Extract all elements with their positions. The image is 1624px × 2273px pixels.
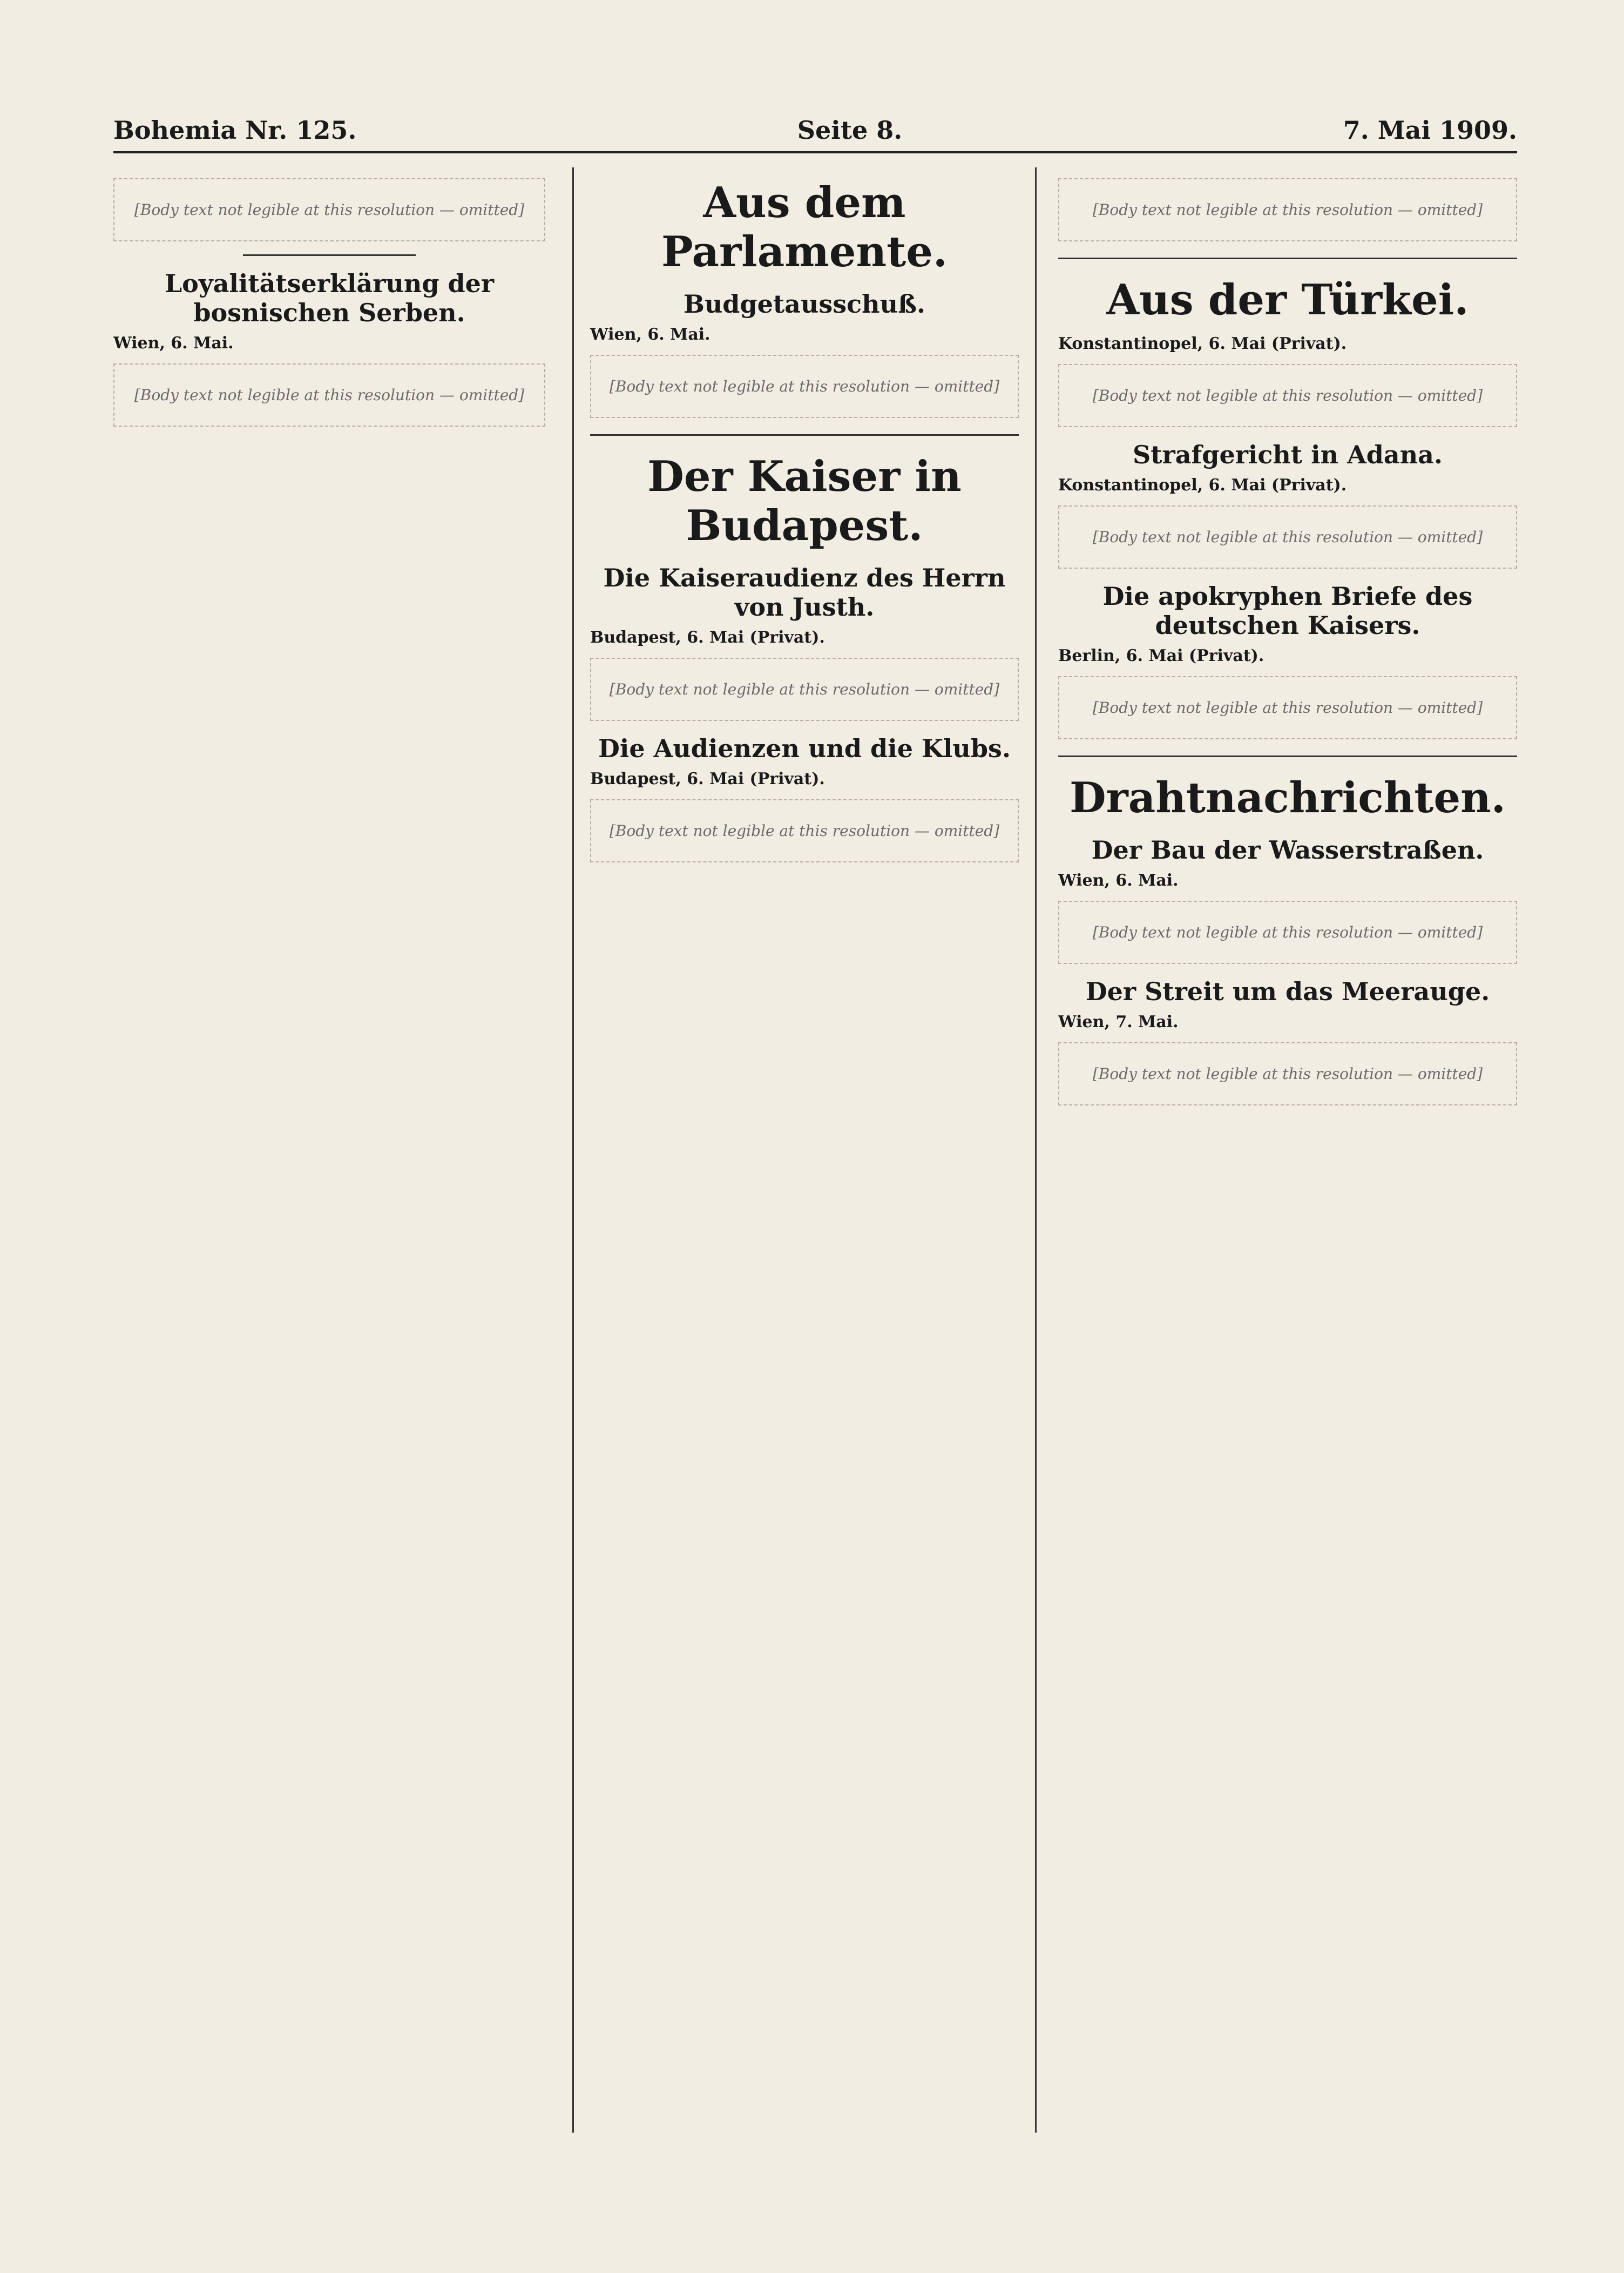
article-headline: Budgetausschuß. bbox=[683, 289, 926, 319]
section-headline: Drahtnachrichten. bbox=[1070, 773, 1506, 822]
article-dateline: Wien, 7. Mai. bbox=[1058, 1013, 1179, 1031]
article-headline: Der Bau der Wasserstraßen. bbox=[1091, 835, 1484, 865]
article-dateline: Konstantinopel, 6. Mai (Privat). bbox=[1058, 334, 1347, 353]
article-body-illegible: [Body text not legible at this resolution — omitted] bbox=[1058, 178, 1517, 241]
masthead-date: 7. Mai 1909. bbox=[1343, 116, 1517, 145]
article-headline: Die Kaiseraudienz des Herrn von Justh. bbox=[603, 563, 1006, 622]
article-dateline: Wien, 6. Mai. bbox=[113, 334, 234, 353]
column-left bbox=[113, 167, 545, 2133]
article-body-illegible: [Body text not legible at this resolution — omitted] bbox=[590, 355, 1019, 418]
masthead-line bbox=[113, 103, 1517, 153]
article-dateline: Wien, 6. Mai. bbox=[590, 325, 710, 344]
article-headline: Die Audienzen und die Klubs. bbox=[598, 734, 1011, 763]
section-headline: Der Kaiser in Budapest. bbox=[647, 452, 962, 550]
masthead-page-number: Seite 8. bbox=[797, 116, 903, 145]
article-body-illegible: [Body text not legible at this resolution — omitted] bbox=[113, 178, 545, 241]
article-headline: Die apokryphen Briefe des deutschen Kaisers. bbox=[1102, 582, 1473, 640]
article-dateline: Budapest, 6. Mai (Privat). bbox=[590, 628, 825, 647]
divider bbox=[1058, 756, 1517, 757]
article-body-illegible: [Body text not legible at this resolution — omitted] bbox=[1058, 676, 1517, 739]
article-body-illegible: [Body text not legible at this resolution — omitted] bbox=[590, 799, 1019, 862]
section-headline: Aus der Türkei. bbox=[1106, 275, 1469, 325]
divider bbox=[590, 434, 1019, 436]
article-body-illegible: [Body text not legible at this resolution — omitted] bbox=[1058, 364, 1517, 427]
newspaper-page bbox=[32, 22, 1592, 2251]
divider bbox=[243, 254, 416, 256]
article-dateline: Konstantinopel, 6. Mai (Privat). bbox=[1058, 476, 1347, 495]
article-body-illegible: [Body text not legible at this resolution — omitted] bbox=[1058, 901, 1517, 964]
masthead-issue: Bohemia Nr. 125. bbox=[113, 116, 357, 145]
article-headline: Der Streit um das Meerauge. bbox=[1085, 977, 1490, 1006]
column-right bbox=[1058, 167, 1517, 2133]
article-headline: Strafgericht in Adana. bbox=[1132, 440, 1443, 469]
article-body-illegible: [Body text not legible at this resolution — omitted] bbox=[590, 658, 1019, 721]
article-headline: Loyalitätserklärung der bosnischen Serben. bbox=[164, 269, 495, 327]
article-dateline: Budapest, 6. Mai (Privat). bbox=[590, 770, 825, 788]
article-body-illegible: [Body text not legible at this resolution — omitted] bbox=[1058, 505, 1517, 569]
section-headline: Aus dem Parlamente. bbox=[661, 178, 948, 276]
article-dateline: Berlin, 6. Mai (Privat). bbox=[1058, 646, 1264, 665]
article-dateline: Wien, 6. Mai. bbox=[1058, 871, 1179, 890]
divider bbox=[1058, 258, 1517, 259]
column-middle bbox=[572, 167, 1037, 2133]
article-body-illegible: [Body text not legible at this resolution — omitted] bbox=[113, 363, 545, 427]
article-body-illegible: [Body text not legible at this resolution — omitted] bbox=[1058, 1042, 1517, 1105]
